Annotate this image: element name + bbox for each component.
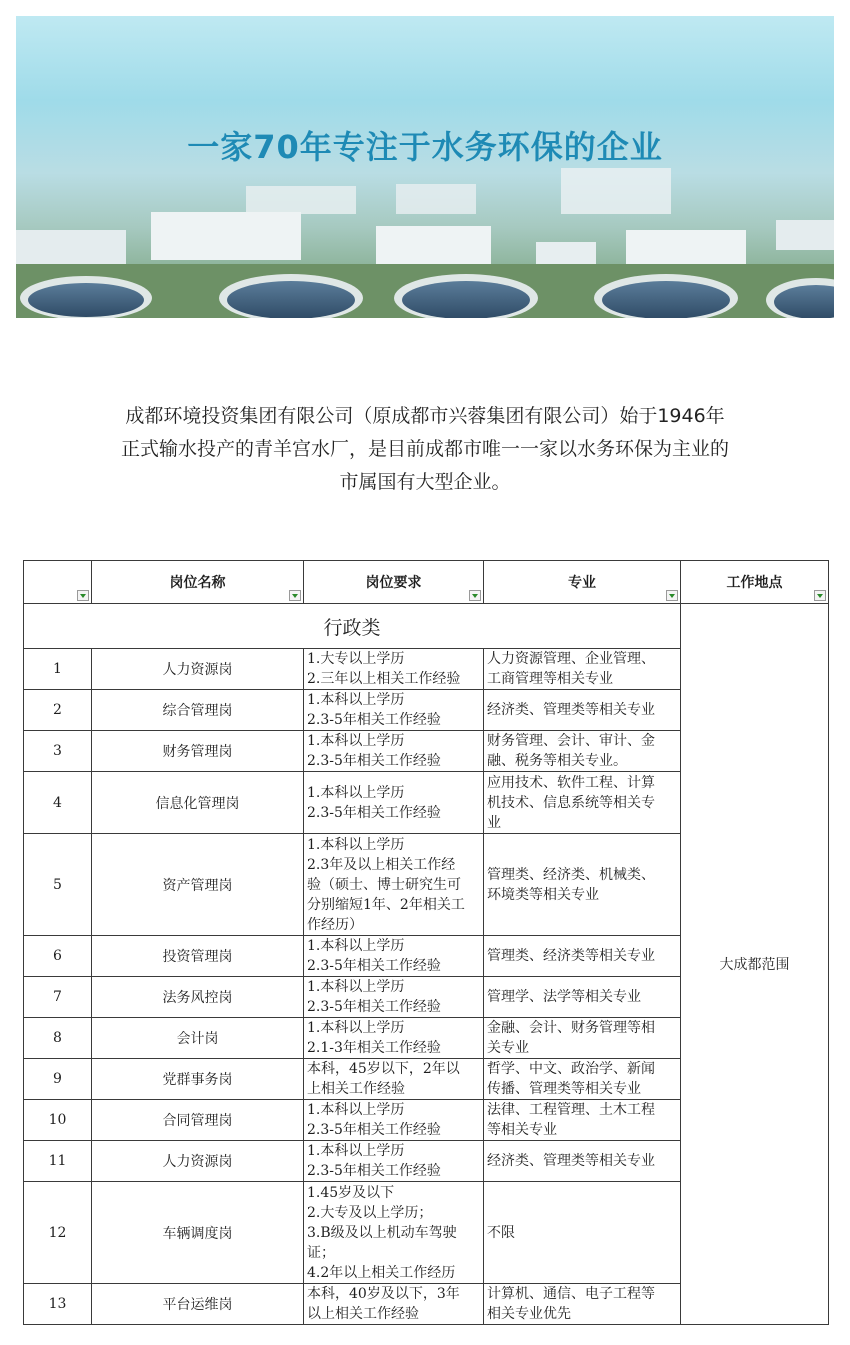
company-intro [60, 400, 790, 499]
major-line: 经济类、管理类等相关专业 [487, 1153, 655, 1169]
position-name: 法务风控岗 [92, 977, 304, 1018]
position-major [484, 649, 681, 690]
requirement-line: 1.本科以上学历 [307, 784, 405, 801]
table-header-row [24, 561, 829, 604]
requirement-line: 2.三年以上相关工作经验 [307, 671, 461, 687]
work-location: 大成都范围 [681, 604, 829, 1325]
requirement-line: 验（硕士、博士研究生可 [307, 876, 461, 893]
major-line: 等相关专业 [487, 1122, 557, 1138]
position-name: 平台运维岗 [92, 1284, 304, 1325]
row-number: 6 [24, 936, 92, 977]
row-number: 3 [24, 731, 92, 772]
position-requirements [304, 1100, 484, 1141]
requirement-line: 1.本科以上学历 [307, 1102, 405, 1118]
requirement-line: 4.2年以上相关工作经历 [307, 1264, 456, 1281]
requirement-line: 2.1-3年相关工作经验 [307, 1040, 441, 1056]
row-number: 12 [24, 1182, 92, 1284]
requirement-line: 2.3-5年相关工作经验 [307, 958, 441, 974]
requirement-line: 1.本科以上学历 [307, 733, 405, 749]
filter-dropdown-icon[interactable] [814, 590, 826, 601]
position-name: 人力资源岗 [92, 1141, 304, 1182]
filter-dropdown-icon[interactable] [469, 590, 481, 601]
requirement-line: 1.本科以上学历 [307, 1020, 405, 1036]
major-line: 工商管理等相关专业 [487, 671, 613, 687]
requirement-line: 2.3-5年相关工作经验 [307, 804, 441, 821]
position-requirements [304, 772, 484, 834]
major-line: 管理学、法学等相关专业 [487, 989, 641, 1005]
requirement-line: 分别缩短1年、2年相关工 [307, 896, 465, 913]
position-name: 资产管理岗 [92, 834, 304, 936]
row-number: 8 [24, 1018, 92, 1059]
position-major [484, 834, 681, 936]
position-requirements [304, 690, 484, 731]
major-line: 环境类等相关专业 [487, 886, 599, 903]
requirement-line: 以上相关工作经验 [307, 1306, 419, 1322]
requirement-line: 本科，40岁及以下，3年 [307, 1286, 460, 1302]
position-name: 人力资源岗 [92, 649, 304, 690]
requirement-line: 上相关工作经验 [307, 1081, 405, 1097]
row-number: 13 [24, 1284, 92, 1325]
intro-line: 成都环境投资集团有限公司（原成都市兴蓉集团有限公司）始于1946年 [125, 405, 725, 427]
position-name: 综合管理岗 [92, 690, 304, 731]
banner-title: 一家70年专注于水务环保的企业 [187, 128, 663, 166]
position-major [484, 977, 681, 1018]
position-name: 财务管理岗 [92, 731, 304, 772]
requirement-line: 1.本科以上学历 [307, 692, 405, 708]
header-requirements: 岗位要求 [304, 561, 484, 604]
position-requirements [304, 834, 484, 936]
position-name: 党群事务岗 [92, 1059, 304, 1100]
position-requirements [304, 977, 484, 1018]
requirement-line: 1.45岁及以下 [307, 1184, 395, 1201]
requirement-line: 证； [307, 1244, 335, 1261]
position-requirements [304, 649, 484, 690]
position-name: 信息化管理岗 [92, 772, 304, 834]
position-name: 投资管理岗 [92, 936, 304, 977]
position-requirements [304, 936, 484, 977]
position-requirements [304, 1018, 484, 1059]
requirement-line: 2.3-5年相关工作经验 [307, 1163, 441, 1179]
requirement-line: 1.本科以上学历 [307, 836, 405, 853]
requirement-line: 2.3年及以上相关工作经 [307, 856, 456, 873]
intro-line: 正式输水投产的青羊宫水厂，是目前成都市唯一一家以水务环保为主业的 [120, 438, 729, 460]
row-number: 2 [24, 690, 92, 731]
filter-dropdown-icon[interactable] [77, 590, 89, 601]
major-line: 管理类、经济类、机械类、 [487, 866, 655, 883]
header-major: 专业 [484, 561, 681, 604]
filter-dropdown-icon[interactable] [289, 590, 301, 601]
major-line: 管理类、经济类等相关专业 [487, 948, 655, 964]
position-name: 会计岗 [92, 1018, 304, 1059]
requirement-line: 本科，45岁以下，2年以 [307, 1061, 460, 1077]
job-table [23, 560, 829, 1325]
requirement-line: 作经历） [307, 916, 363, 933]
position-major [484, 1100, 681, 1141]
position-major [484, 690, 681, 731]
requirement-line: 1.本科以上学历 [307, 1143, 405, 1159]
position-name: 合同管理岗 [92, 1100, 304, 1141]
major-line: 财务管理、会计、审计、金 [487, 733, 655, 749]
position-major [484, 1141, 681, 1182]
major-line: 相关专业优先 [487, 1306, 571, 1322]
row-number: 11 [24, 1141, 92, 1182]
major-line: 法律、工程管理、土木工程 [487, 1102, 655, 1118]
row-number: 9 [24, 1059, 92, 1100]
requirement-line: 1.本科以上学历 [307, 938, 405, 954]
requirement-line: 2.3-5年相关工作经验 [307, 712, 441, 728]
requirement-line: 3.B级及以上机动车驾驶 [307, 1224, 457, 1241]
position-requirements [304, 1059, 484, 1100]
major-line: 人力资源管理、企业管理、 [487, 651, 655, 667]
category-row [24, 604, 829, 649]
position-major [484, 1059, 681, 1100]
position-major [484, 1182, 681, 1284]
row-number: 7 [24, 977, 92, 1018]
major-line: 业 [487, 814, 501, 831]
position-major [484, 772, 681, 834]
position-major [484, 731, 681, 772]
position-major [484, 1284, 681, 1325]
position-requirements [304, 1141, 484, 1182]
major-line: 金融、会计、财务管理等相 [487, 1020, 655, 1036]
major-line: 哲学、中文、政治学、新闻 [487, 1061, 655, 1077]
category-label: 行政类 [24, 604, 681, 649]
row-number: 1 [24, 649, 92, 690]
row-number: 5 [24, 834, 92, 936]
position-major [484, 1018, 681, 1059]
requirement-line: 2.3-5年相关工作经验 [307, 999, 441, 1015]
major-line: 机技术、信息系统等相关专 [487, 794, 655, 811]
position-requirements [304, 1284, 484, 1325]
major-line: 计算机、通信、电子工程等 [487, 1286, 655, 1302]
header-location: 工作地点 [681, 561, 829, 604]
intro-line: 市属国有大型企业。 [339, 471, 511, 493]
major-line: 经济类、管理类等相关专业 [487, 702, 655, 718]
banner [16, 16, 834, 318]
row-number: 4 [24, 772, 92, 834]
position-requirements [304, 731, 484, 772]
position-name: 车辆调度岗 [92, 1182, 304, 1284]
major-line: 融、税务等相关专业。 [487, 753, 627, 769]
filter-dropdown-icon[interactable] [666, 590, 678, 601]
major-line: 不限 [487, 1224, 515, 1241]
requirement-line: 2.大专及以上学历； [307, 1204, 433, 1221]
position-requirements [304, 1182, 484, 1284]
requirement-line: 2.3-5年相关工作经验 [307, 1122, 441, 1138]
header-position: 岗位名称 [92, 561, 304, 604]
major-line: 传播、管理类等相关专业 [487, 1081, 641, 1097]
major-line: 应用技术、软件工程、计算 [487, 774, 655, 791]
header-index [24, 561, 92, 604]
position-major [484, 936, 681, 977]
requirement-line: 2.3-5年相关工作经验 [307, 753, 441, 769]
major-line: 关专业 [487, 1040, 529, 1056]
requirement-line: 1.本科以上学历 [307, 979, 405, 995]
requirement-line: 1.大专以上学历 [307, 651, 405, 667]
row-number: 10 [24, 1100, 92, 1141]
